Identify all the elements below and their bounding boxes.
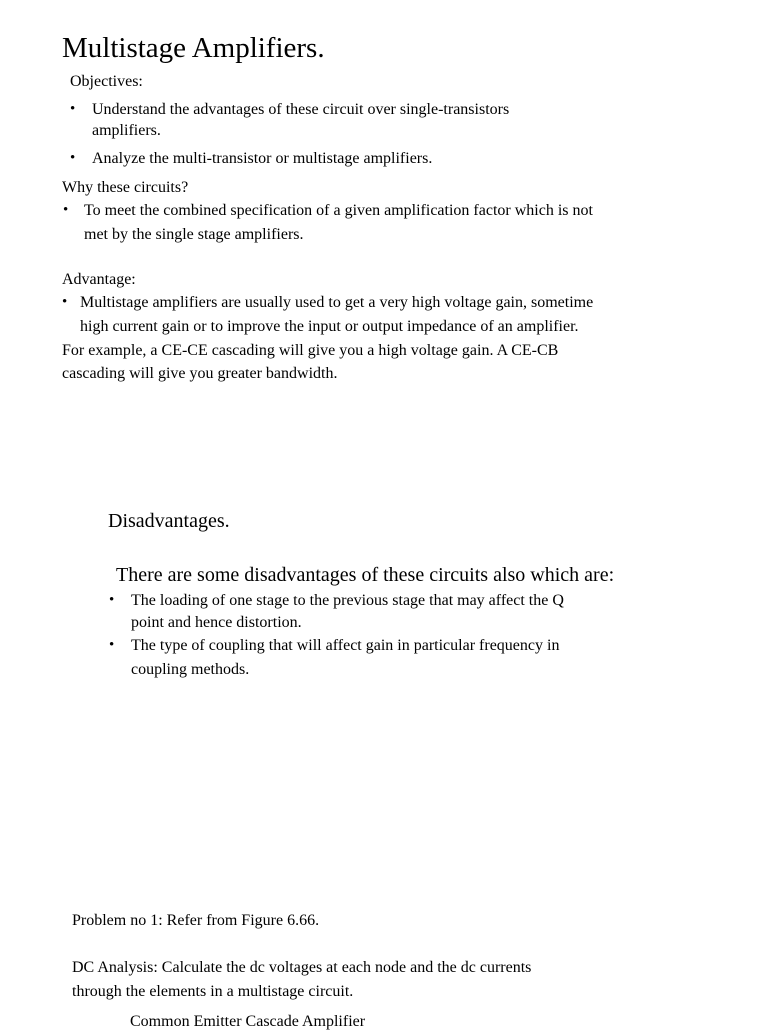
cutoff-heading: Common Emitter Cascade Amplifier (130, 1013, 366, 1030)
dc-analysis-line1: DC Analysis: Calculate the dc voltages at each node and the dc currents (72, 959, 532, 976)
page-title: Multistage Amplifiers. (62, 32, 325, 64)
dc-analysis-line2: through the elements in a multistage circuit. (72, 983, 354, 1000)
disadvantage-item-2-line2: coupling methods. (131, 661, 250, 678)
objective-item-2-line1: Analyze the multi-transistor or multistage amplifiers. (92, 150, 433, 167)
bullet-icon: • (109, 592, 115, 608)
bullet-icon: • (109, 637, 115, 653)
disadvantage-item-2-line1: The type of coupling that will affect gain in particular frequency in (131, 637, 560, 654)
disadvantage-item-1-line1: The loading of one stage to the previous stage that may affect the Q (131, 592, 564, 609)
advantage-example-line2: cascading will give you greater bandwidth. (62, 365, 338, 382)
advantage-example-line1: For example, a CE-CE cascading will give you a high voltage gain. A CE-CB (62, 342, 559, 359)
advantage-heading: Advantage: (62, 271, 136, 288)
why-heading: Why these circuits? (62, 179, 189, 196)
disadvantages-intro: There are some disadvantages of these circuits also which are: (116, 564, 615, 586)
bullet-icon: • (62, 294, 68, 310)
objective-item-1-line1: Understand the advantages of these circuit over single-transistors (92, 101, 510, 118)
why-item-1-line2: met by the single stage amplifiers. (84, 226, 304, 243)
disadvantages-heading: Disadvantages. (108, 510, 230, 532)
advantage-item-1-line1: Multistage amplifiers are usually used to get a very high voltage gain, sometime (80, 294, 594, 311)
disadvantage-item-1-line2: point and hence distortion. (131, 614, 302, 631)
problem-line: Problem no 1: Refer from Figure 6.66. (72, 912, 320, 929)
objective-item-1-line2: amplifiers. (92, 122, 161, 139)
bullet-icon: • (70, 150, 76, 166)
objectives-heading: Objectives: (70, 73, 143, 90)
bullet-icon: • (70, 101, 76, 117)
advantage-item-1-line2: high current gain or to improve the input or output impedance of an amplifier. (80, 318, 579, 335)
bullet-icon: • (63, 202, 69, 218)
why-item-1-line1: To meet the combined specification of a given amplification factor which is not (84, 202, 593, 219)
